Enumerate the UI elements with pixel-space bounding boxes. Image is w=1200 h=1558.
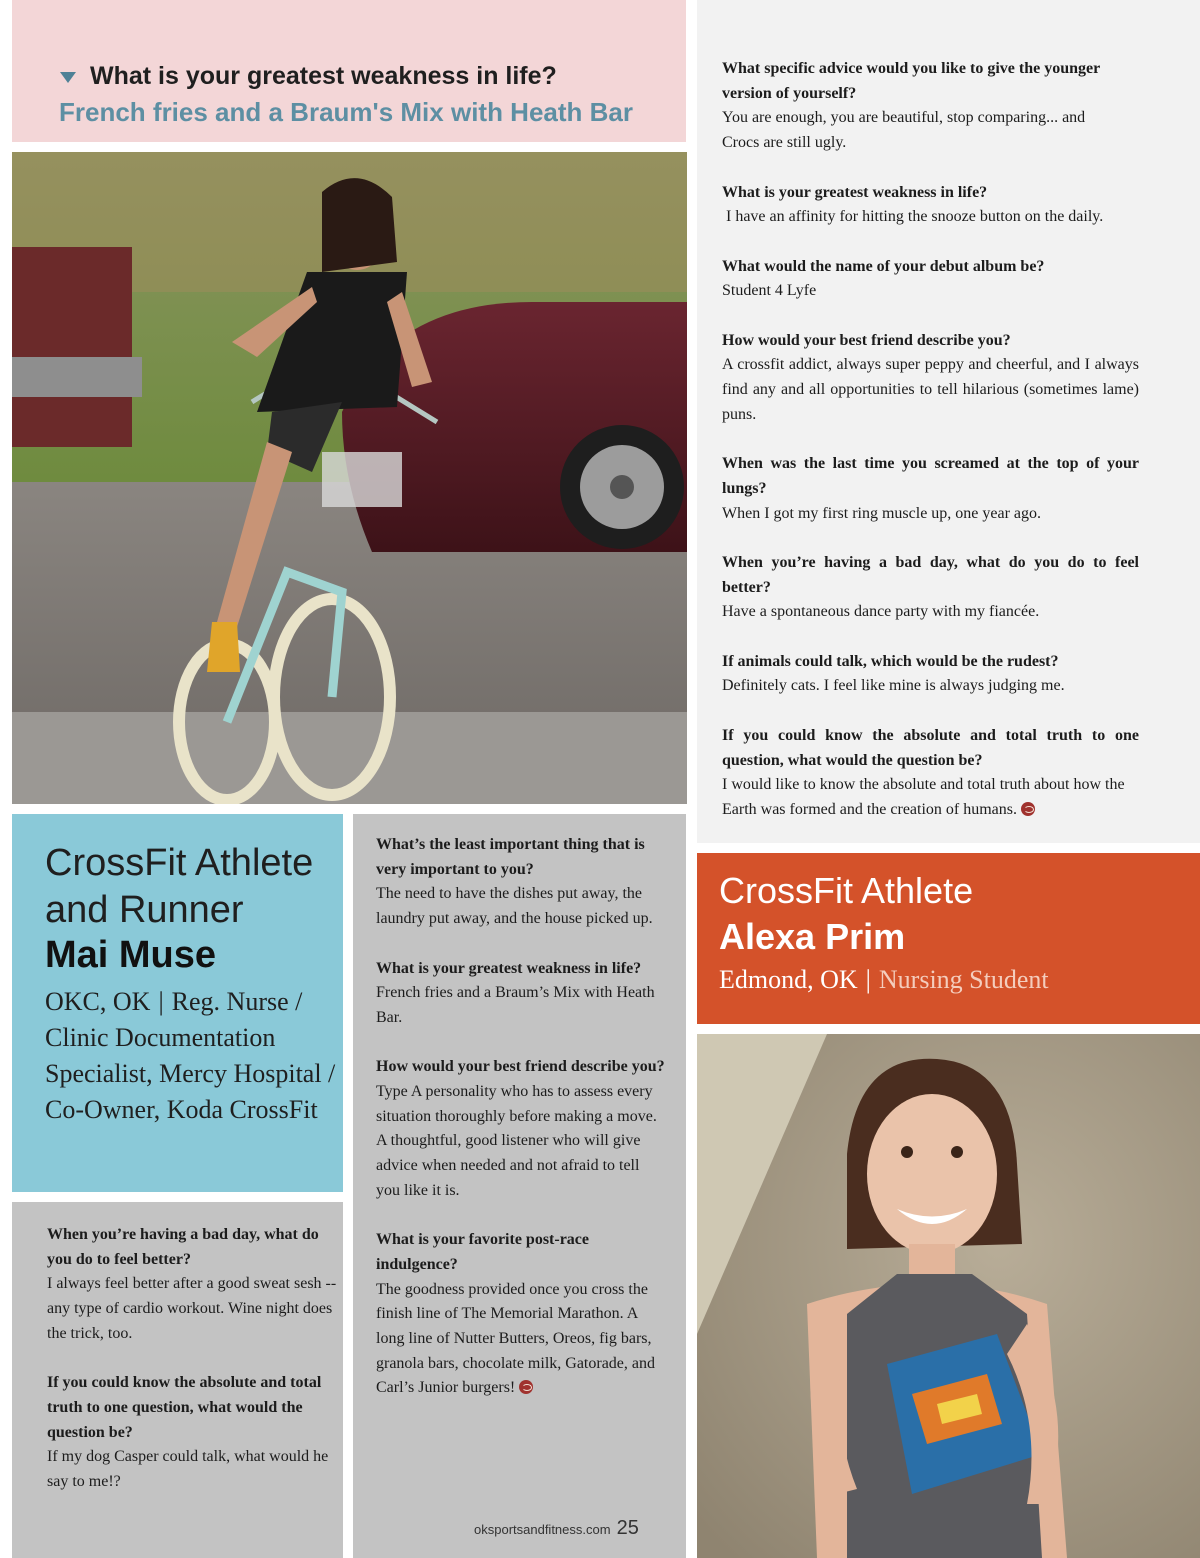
qa-question: If animals could talk, which would be the rudest?: [722, 652, 1059, 670]
qa-answer: A crossfit addict, always super peppy and cheerful, and I always find any and all opportunities to tell hilarious (sometimes lame) puns.: [722, 356, 1139, 423]
qa-question: What is your greatest weakness in life?: [376, 959, 642, 977]
banner-answer: French fries and a Braum's Mix with Heath Bar: [59, 97, 633, 127]
profile-location: [719, 965, 1049, 995]
profile-title: [45, 840, 313, 934]
profile-separator: |: [158, 987, 164, 1016]
qa-question: If you could know the absolute and total truth to one question, what would the question be?: [47, 1374, 322, 1441]
qa-answer-text: The goodness provided once you cross the finish line of The Memorial Marathon. A long line of Nutter Butters, Oreos, fig bars, granola bars, chocolate milk, Gatorade, and Carl’s Junior burgers!: [376, 1280, 655, 1397]
footer-site: oksportsandfitness.com: [474, 1522, 611, 1537]
qa-question: When you’re having a bad day, what do you do to feel better?: [722, 553, 1139, 596]
profile-title-line2: and Runner: [45, 889, 244, 931]
mai-qa-middle-box: [353, 814, 686, 1558]
profile-occupation: Reg. Nurse / Clinic Documentation Specialist, Mercy Hospital / Co-Owner, Koda CrossFit: [45, 987, 336, 1124]
page-footer: [474, 1517, 639, 1540]
mai-profile-box: [12, 814, 343, 1192]
banner-question: [60, 62, 557, 91]
profile-occupation: Nursing Student: [878, 965, 1049, 994]
profile-city: OKC, OK: [45, 987, 151, 1016]
alexa-qa-column: [697, 0, 1200, 843]
profile-name: Alexa Prim: [719, 916, 906, 957]
profile-title-line1: CrossFit Athlete: [45, 842, 314, 884]
qa-answer: [376, 1278, 666, 1402]
profile-name: Mai Muse: [45, 934, 217, 976]
banner-question-text: What is your greatest weakness in life?: [90, 62, 557, 90]
qa-item: [376, 833, 666, 932]
qa-item: [722, 329, 1139, 428]
qa-item: [722, 452, 1139, 526]
qa-question: What’s the least important thing that is very important to you?: [376, 836, 645, 878]
page-number: 25: [616, 1517, 639, 1539]
qa-answer: Have a spontaneous dance party with my fiancée.: [722, 603, 1040, 621]
qa-item: [376, 1055, 666, 1203]
photo-cyclist: [12, 152, 687, 804]
qa-item: [722, 57, 1139, 156]
magazine-logo-icon: [519, 1380, 533, 1394]
profile-separator: |: [865, 965, 871, 994]
profile-city: Edmond, OK: [719, 965, 858, 994]
qa-answer: Type A personality who has to assess every situation thoroughly before making a move. A thoughtful, good listener who will give advice when needed and not afraid to tell you like it is.: [376, 1083, 657, 1199]
qa-question: How would your best friend describe you?: [376, 1058, 665, 1076]
photo-athlete-portrait: [697, 1034, 1200, 1558]
down-triangle-icon: [60, 72, 76, 83]
alexa-profile-box: [697, 853, 1200, 1024]
qa-item: [722, 255, 1139, 304]
qa-answer: You are enough, you are beautiful, stop comparing... and Crocs are still ugly.: [722, 109, 1086, 152]
qa-answer: [722, 773, 1139, 822]
qa-answer: Definitely cats. I feel like mine is always judging me.: [722, 677, 1065, 695]
qa-item: [376, 957, 666, 1031]
qa-question: What specific advice would you like to give the younger version of yourself?: [722, 60, 1100, 102]
qa-question: What would the name of your debut album be?: [722, 257, 1045, 275]
qa-question: What is your favorite post-race indulgence?: [376, 1231, 589, 1273]
qa-item: [376, 1228, 666, 1401]
qa-answer: Student 4 Lyfe: [722, 282, 817, 300]
qa-answer: French fries and a Braum’s Mix with Heath Bar.: [376, 984, 655, 1026]
qa-item: [722, 724, 1139, 823]
qa-answer: The need to have the dishes put away, the laundry put away, and the house picked up.: [376, 885, 653, 928]
qa-answer: I always feel better after a good sweat sesh -- any type of cardio workout. Wine night does the trick, too.: [47, 1275, 337, 1342]
qa-answer: When I got my first ring muscle up, one year ago.: [722, 504, 1042, 522]
qa-answer: I have an affinity for hitting the snooze button on the daily.: [722, 208, 1104, 226]
qa-item: [722, 650, 1139, 699]
qa-item: [47, 1223, 337, 1347]
qa-item: [47, 1371, 337, 1495]
mai-qa-left-box: [12, 1202, 343, 1558]
magazine-logo-icon: [1021, 802, 1035, 816]
qa-question: How would your best friend describe you?: [722, 331, 1011, 349]
profile-title: CrossFit Athlete: [719, 870, 974, 911]
qa-question: If you could know the absolute and total truth to one question, what would the question be?: [722, 726, 1139, 769]
top-banner: [12, 0, 686, 142]
qa-question: When was the last time you screamed at the top of your lungs?: [722, 455, 1139, 497]
qa-item: [722, 551, 1139, 625]
qa-answer: If my dog Casper could talk, what would he say to me!?: [47, 1448, 329, 1491]
qa-question: When you’re having a bad day, what do you do to feel better?: [47, 1226, 319, 1268]
qa-question: What is your greatest weakness in life?: [722, 183, 988, 201]
qa-item: [722, 181, 1139, 230]
qa-answer-text: I would like to know the absolute and total truth about how the Earth was formed and the creation of humans.: [722, 776, 1125, 818]
profile-location: [45, 984, 340, 1128]
